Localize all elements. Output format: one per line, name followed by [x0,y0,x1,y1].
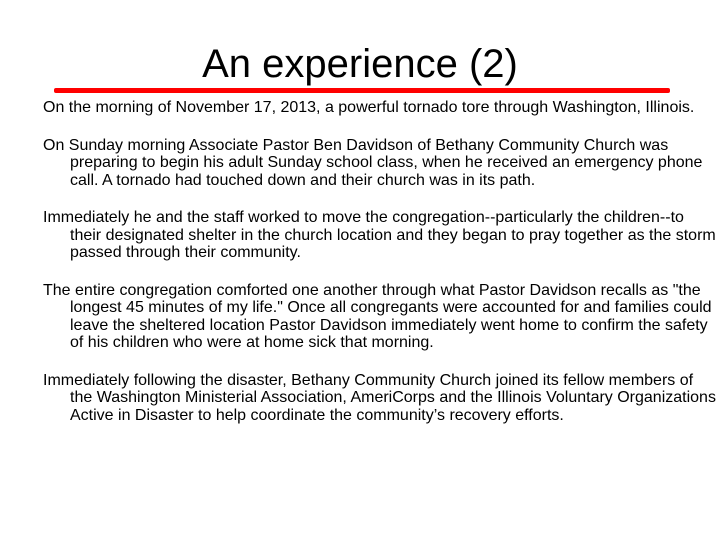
paragraph-recovery: Immediately following the disaster, Bethany Community Church joined its fellow members of the Washington Ministerial Association, AmeriCorps and the Illinois Voluntary Organizations Active in Disaster to help coordinate the community’s recovery efforts. [43,371,716,424]
paragraph-congregation: The entire congregation comforted one another through what Pastor Davidson recalls as "the longest 45 minutes of my life." Once all congregants were accounted for and families could leave the sheltered location Pastor Davidson immediately went home to confirm the safety of his children who were at home sick that morning. [43,281,712,351]
slide-body [43,99,719,444]
slide-title: An experience (2) [202,42,518,86]
paragraph-pastor-call: On Sunday morning Associate Pastor Ben Davidson of Bethany Community Church was preparing to begin his adult Sunday school class, when he received an emergency phone call. A tornado had touched down and their church was in its path. [43,136,703,189]
paragraph-shelter: Immediately he and the staff worked to move the congregation--particularly the children--to their designated shelter in the church location and they began to pray together as the storm passed through their community. [43,209,716,261]
paragraph-tornado-intro: On the morning of November 17, 2013, a powerful tornado tore through Washington, Illinois. [43,99,695,116]
title-underline [54,88,670,93]
